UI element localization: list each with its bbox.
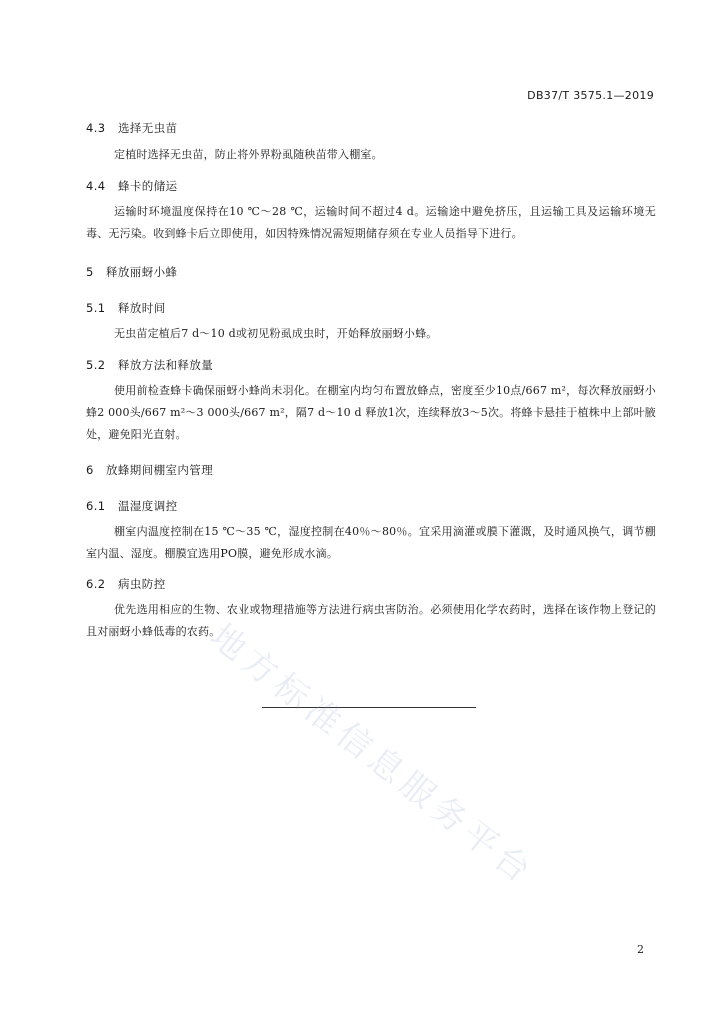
section-number: 5 bbox=[86, 265, 94, 279]
section-heading-4-3 bbox=[86, 120, 178, 136]
section-title: 释放丽蚜小蜂 bbox=[106, 265, 178, 279]
section-number: 5.1 bbox=[86, 301, 106, 315]
watermark: 地方标准信息服务平台 bbox=[202, 616, 543, 895]
section-paragraph-4-3: 定植时选择无虫苗，防止将外界粉虱随秧苗带入棚室。 bbox=[114, 148, 383, 161]
section-heading-5-1 bbox=[86, 300, 166, 316]
section-heading-6-2 bbox=[86, 576, 166, 592]
section-title: 病虫防控 bbox=[118, 577, 166, 591]
document-code: DB37/T 3575.1—2019 bbox=[527, 89, 654, 102]
section-number: 6.1 bbox=[86, 499, 106, 513]
section-heading-5-2 bbox=[86, 357, 213, 373]
section-number: 4.3 bbox=[86, 121, 106, 135]
section-number: 5.2 bbox=[86, 358, 106, 372]
section-heading-5 bbox=[86, 264, 177, 280]
section-paragraph-5-2: 使用前检查蜂卡确保丽蚜小蜂尚未羽化。在棚室内均匀布置放蜂点，密度至少10点/667 m²，每次释放丽蚜小蜂2 000头/667 m²～3 000头/667 m²，隔7 d～10 d 释放1次，连续释放3～5次。将蜂卡悬挂于植株中上部叶腋处，避免阳光直射。 bbox=[86, 384, 656, 441]
section-paragraph-6-2: 优先选用相应的生物、农业或物理措施等方法进行病虫害防治。必须使用化学农药时，选择在该作物上登记的且对丽蚜小蜂低毒的农药。 bbox=[86, 603, 656, 638]
section-title: 蜂卡的储运 bbox=[118, 179, 178, 193]
section-heading-4-4 bbox=[86, 178, 178, 194]
section-number: 6.2 bbox=[86, 577, 106, 591]
section-heading-6 bbox=[86, 462, 213, 478]
section-paragraph-6-1: 棚室内温度控制在15 ℃～35 ℃，湿度控制在40％～80％。宜采用滴灌或膜下灌溉，及时通风换气，调节棚室内温、湿度。棚膜宜选用PO膜，避免形成水滴。 bbox=[86, 525, 656, 560]
section-paragraph-4-4: 运输时环境温度保持在10 ℃～28 ℃，运输时间不超过4 d。运输途中避免挤压，且运输工具及运输环境无毒、无污染。收到蜂卡后立即使用，如因特殊情况需短期储存须在专业人员指导下进行。 bbox=[86, 205, 656, 240]
section-title: 放蜂期间棚室内管理 bbox=[106, 463, 214, 477]
page-number: 2 bbox=[637, 943, 644, 956]
section-number: 4.4 bbox=[86, 179, 106, 193]
section-number: 6 bbox=[86, 463, 94, 477]
section-heading-6-1 bbox=[86, 498, 178, 514]
section-title: 释放时间 bbox=[118, 301, 166, 315]
section-title: 释放方法和释放量 bbox=[118, 358, 214, 372]
section-title: 选择无虫苗 bbox=[118, 121, 178, 135]
section-title: 温湿度调控 bbox=[118, 499, 178, 513]
section-paragraph-5-1: 无虫苗定植后7 d～10 d或初见粉虱成虫时，开始释放丽蚜小蜂。 bbox=[114, 327, 438, 340]
